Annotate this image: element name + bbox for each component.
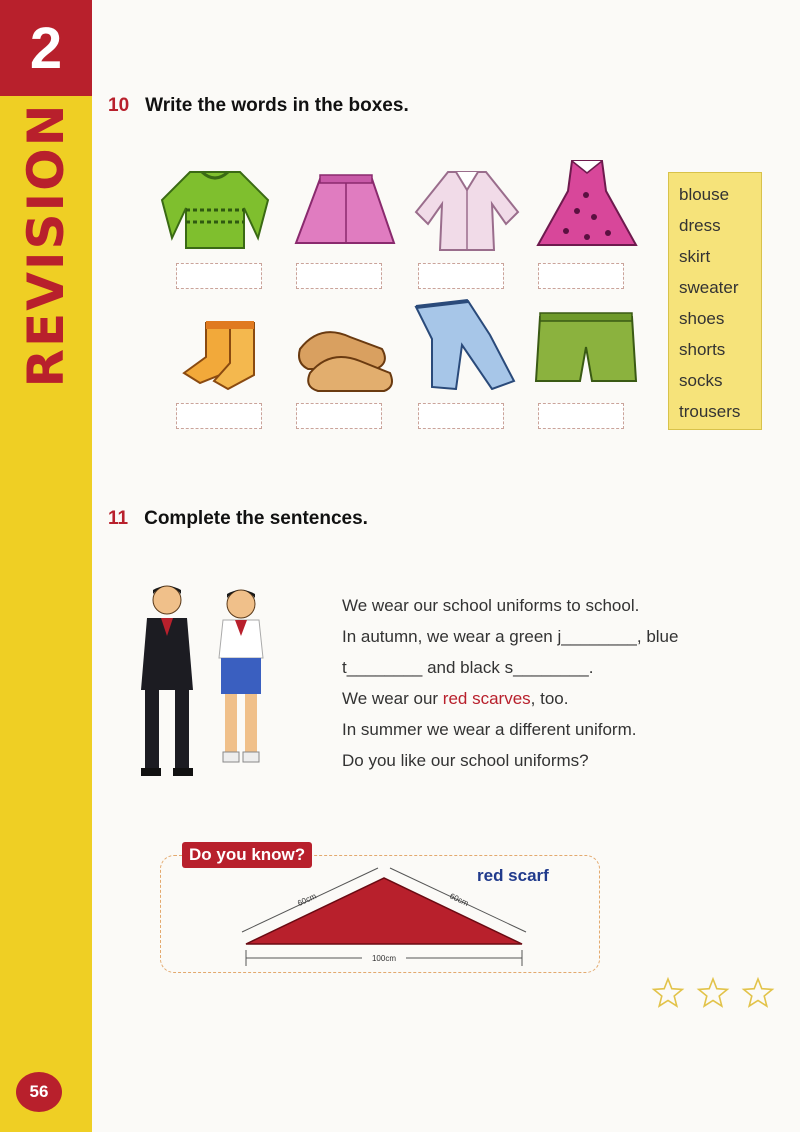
answer-box[interactable] xyxy=(296,403,382,429)
sentence-line xyxy=(342,683,782,714)
blouse-picture xyxy=(412,160,522,255)
sentence-text: We wear our xyxy=(342,689,443,708)
exercise-11-title xyxy=(108,508,368,530)
left-side-length-label: 60cm xyxy=(296,891,318,908)
unit-badge xyxy=(0,0,92,96)
socks-picture xyxy=(170,313,280,408)
answer-box[interactable] xyxy=(538,403,624,429)
word-bank xyxy=(668,172,762,430)
star-rating xyxy=(648,975,778,1011)
star-icon[interactable] xyxy=(699,979,728,1006)
red-scarf-diagram xyxy=(232,862,532,970)
revision-label: REVISION xyxy=(17,102,75,388)
unit-number: 2 xyxy=(29,15,63,81)
word-bank-item: sweater xyxy=(679,278,739,297)
exercise-11-instruction: Complete the sentences. xyxy=(144,508,368,529)
word-bank-item: shorts xyxy=(679,340,726,359)
students-picture xyxy=(125,580,285,785)
word-bank-item: blouse xyxy=(679,185,730,204)
answer-box[interactable] xyxy=(176,263,262,289)
sentence-line: In summer we wear a different uniform. xyxy=(342,720,637,739)
sweater-picture xyxy=(160,160,270,255)
sentence-line: Do you like our school uniforms? xyxy=(342,751,589,770)
answer-box[interactable] xyxy=(418,403,504,429)
do-you-know-title: Do you know? xyxy=(182,842,312,868)
exercise-10-number: 10 xyxy=(108,95,130,116)
sentences xyxy=(342,590,782,776)
star-icon[interactable] xyxy=(654,979,683,1006)
shoes-picture xyxy=(290,303,400,398)
right-side-length-label: 60cm xyxy=(448,891,470,908)
answer-box[interactable] xyxy=(176,403,262,429)
word-bank-item: socks xyxy=(679,371,723,390)
page-number: 56 xyxy=(16,1072,62,1112)
clothing-pictures xyxy=(160,155,640,435)
skirt-picture xyxy=(290,165,400,260)
answer-box[interactable] xyxy=(296,263,382,289)
exercise-10-title xyxy=(108,95,409,117)
exercise-11-number: 11 xyxy=(108,508,129,529)
answer-box[interactable] xyxy=(418,263,504,289)
word-bank-item: dress xyxy=(679,216,721,235)
word-bank-item: skirt xyxy=(679,247,711,266)
dress-picture xyxy=(532,155,642,250)
shorts-picture xyxy=(530,303,640,398)
word-bank-item: shoes xyxy=(679,309,725,328)
sentence-text: , too. xyxy=(530,689,569,708)
exercise-10-instruction: Write the words in the boxes. xyxy=(145,95,409,116)
base-length-label: 100cm xyxy=(371,954,397,963)
star-icon[interactable] xyxy=(744,979,773,1006)
trousers-picture xyxy=(410,295,520,390)
word-bank-item: trousers xyxy=(679,402,741,421)
red-scarf-label: red scarf xyxy=(477,866,549,885)
sentence-line: In autumn, we wear a green j________, blue xyxy=(342,627,679,646)
red-scarves-text: red scarves xyxy=(442,689,531,708)
sentence-line: We wear our school uniforms to school. xyxy=(342,596,640,615)
sentence-line: t________ and black s________. xyxy=(342,658,594,677)
answer-box[interactable] xyxy=(538,263,624,289)
